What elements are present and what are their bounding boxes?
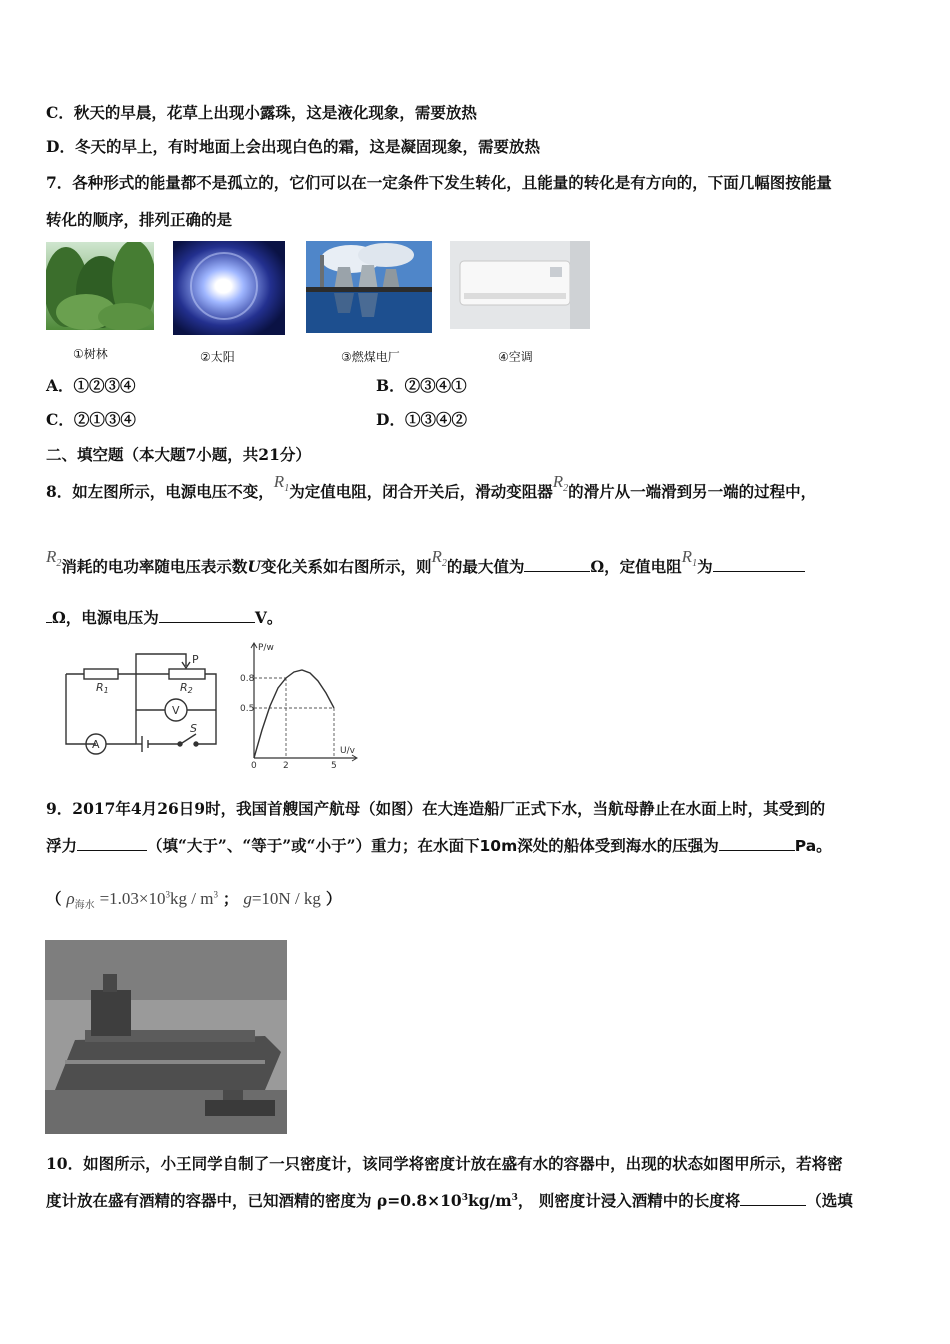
q7-option-d[interactable]: D．①③④②	[376, 410, 467, 429]
answer-blank-voltage[interactable]	[159, 608, 255, 623]
r2-subscript-3: 2	[441, 558, 447, 569]
option-d-prev: D．冬天的早上，有时地面上会出现白色的霜，这是凝固现象，需要放热	[46, 137, 540, 156]
r2-symbol-3	[431, 547, 447, 569]
chart-x-tick-0: 0	[251, 761, 257, 768]
chart-curve	[254, 670, 334, 758]
circuit-r2-letter: R	[180, 681, 188, 694]
answer-blank-length[interactable]	[740, 1191, 806, 1206]
r2-symbol-2	[46, 547, 62, 569]
chart-x-tick-2: 5	[331, 761, 337, 768]
circuit-a-label: A	[92, 738, 100, 751]
answer-blank-r2max[interactable]	[524, 557, 590, 572]
caption-sun: ②太阳	[200, 350, 235, 364]
circuit-r1-subscript: 1	[103, 686, 109, 695]
r2-subscript-2: 2	[56, 558, 62, 569]
r2-letter: R	[552, 472, 564, 491]
formula-separator: ；	[222, 889, 239, 908]
q9-line1: 9．2017年4月26日9时，我国首艘国产航母（如图）在大连造船厂正式下水，当航母静止在水面上时，其受到的	[46, 799, 826, 818]
q7-stem-line1: 7．各种形式的能量都不是孤立的，它们可以在一定条件下发生转化，且能量的转化是有方向的，下面几幅图按能量	[46, 173, 832, 192]
r1-letter-2: R	[681, 547, 693, 566]
formula-close: ）	[325, 889, 342, 908]
q8-text-2: 为定值电阻，闭合开关后，滑动变阻器	[289, 482, 553, 501]
circuit-r2-label	[180, 681, 193, 695]
chart-labels	[240, 643, 356, 768]
caption-air-conditioner: ④空调	[498, 350, 533, 364]
power-voltage-chart	[240, 636, 370, 768]
option-c-prev: C．秋天的早晨，花草上出现小露珠，这是液化现象，需要放热	[46, 103, 477, 122]
q8-text-8: 为	[697, 557, 713, 576]
r2-letter-2: R	[46, 547, 57, 566]
q10-text-1: 度计放在盛有酒精的容器中，已知酒精的密度为 ρ=0.8×10	[46, 1191, 462, 1210]
q7-option-c[interactable]: C．②①③④	[46, 410, 136, 429]
q10-line1: 10．如图所示，小王同学自制了一只密度计，该同学将密度计放在盛有水的容器中，出现的状态如图甲所示，若将密	[46, 1154, 843, 1173]
answer-blank-pressure[interactable]	[719, 836, 795, 851]
answer-blank-buoyancy[interactable]	[77, 836, 147, 851]
caption-power-plant: ③燃煤电厂	[341, 350, 400, 364]
q8-text-1: 8．如左图所示，电源电压不变，	[46, 482, 274, 501]
q7-option-a[interactable]: A．①②③④	[46, 376, 136, 395]
q9-text-3: 深处的船体受到海水的压强为	[517, 836, 719, 855]
rho-exponent: 3	[165, 889, 170, 900]
q8-text-4: 消耗的电功率随电压表示数	[61, 557, 248, 576]
q9-text-2: （填“大于”、“等于”或“小于”）重力；在水面下	[147, 836, 480, 855]
rho-value	[100, 889, 218, 908]
rho-number: =1.03×10	[99, 889, 166, 908]
q9-depth: 10m	[479, 837, 518, 855]
q9-line2	[46, 834, 832, 856]
chart-y-tick-0: 0.8	[240, 674, 255, 684]
q8-text-10: V。	[254, 608, 283, 627]
r2-symbol	[552, 472, 569, 494]
circuit-r1-letter: R	[96, 681, 104, 694]
q10-text-3: ， 则密度计浸入酒精中的长度将	[517, 1191, 741, 1210]
forest-image	[46, 242, 154, 330]
rho-unit-exponent: 3	[213, 889, 218, 900]
chart-x-label: U/v	[340, 746, 355, 756]
q7-stem-line2: 转化的顺序，排列正确的是	[46, 210, 233, 229]
circuit-diagram	[56, 644, 236, 756]
formula-open: （	[46, 889, 62, 908]
q10-exponent: 3	[461, 1192, 468, 1203]
r2-subscript: 2	[563, 483, 569, 494]
chart-axes	[251, 643, 357, 761]
rho-letter: ρ	[66, 889, 75, 908]
g-value: =10N / kg	[251, 889, 321, 908]
circuit-r1-label	[96, 681, 109, 695]
aircraft-carrier-image	[45, 940, 287, 1134]
q7-option-b[interactable]: B．②③④①	[376, 376, 467, 395]
circuit-r2-subscript: 2	[187, 686, 193, 695]
q10-text-4: （选填	[806, 1191, 853, 1210]
q8-line3	[46, 606, 282, 628]
chart-x-tick-1: 2	[283, 761, 289, 768]
air-conditioner-image	[450, 241, 590, 329]
circuit-v-label: V	[172, 704, 180, 717]
answer-blank-r1[interactable]	[713, 557, 805, 572]
q10-text-2: kg/m	[467, 1191, 512, 1210]
g-symbol: g	[243, 889, 252, 908]
r1-subscript-2: 1	[692, 558, 698, 569]
section-heading: 二、填空题（本大题7小题，共21分）	[46, 445, 311, 464]
sun-image	[173, 241, 285, 335]
q8-text-9: Ω，电源电压为	[52, 608, 159, 627]
r1-subscript: 1	[284, 483, 290, 494]
chart-y-tick-1: 0.5	[240, 704, 255, 714]
q8-text-7: Ω，定值电阻	[590, 557, 682, 576]
q8-text-6: 的最大值为	[446, 557, 525, 576]
r1-symbol	[273, 472, 290, 494]
q8-text-3: 的滑片从一端滑到另一端的过程中，	[568, 482, 817, 501]
r1-symbol-2	[681, 547, 698, 569]
circuit-p-label: P	[192, 653, 199, 666]
r2-letter-3: R	[431, 547, 442, 566]
chart-y-label: P/w	[258, 643, 274, 653]
q10-line2	[46, 1189, 853, 1211]
power-plant-image	[306, 241, 432, 333]
caption-forest: ①树林	[73, 347, 108, 361]
rho-symbol	[66, 889, 95, 911]
u-symbol: U	[247, 557, 261, 576]
q10-unit-exponent: 3	[511, 1192, 518, 1203]
q8-text-5: 变化关系如右图所示，则	[260, 557, 432, 576]
q9-text-1: 浮力	[46, 836, 78, 855]
r1-letter: R	[273, 472, 285, 491]
rho-subscript: 海水	[74, 900, 95, 911]
q9-unit: Pa。	[794, 837, 832, 855]
q8-line1	[46, 472, 817, 504]
q9-formula	[46, 887, 341, 911]
circuit-s-label: S	[190, 722, 197, 735]
rho-unit: kg / m	[170, 889, 214, 908]
q8-line2	[46, 547, 805, 579]
